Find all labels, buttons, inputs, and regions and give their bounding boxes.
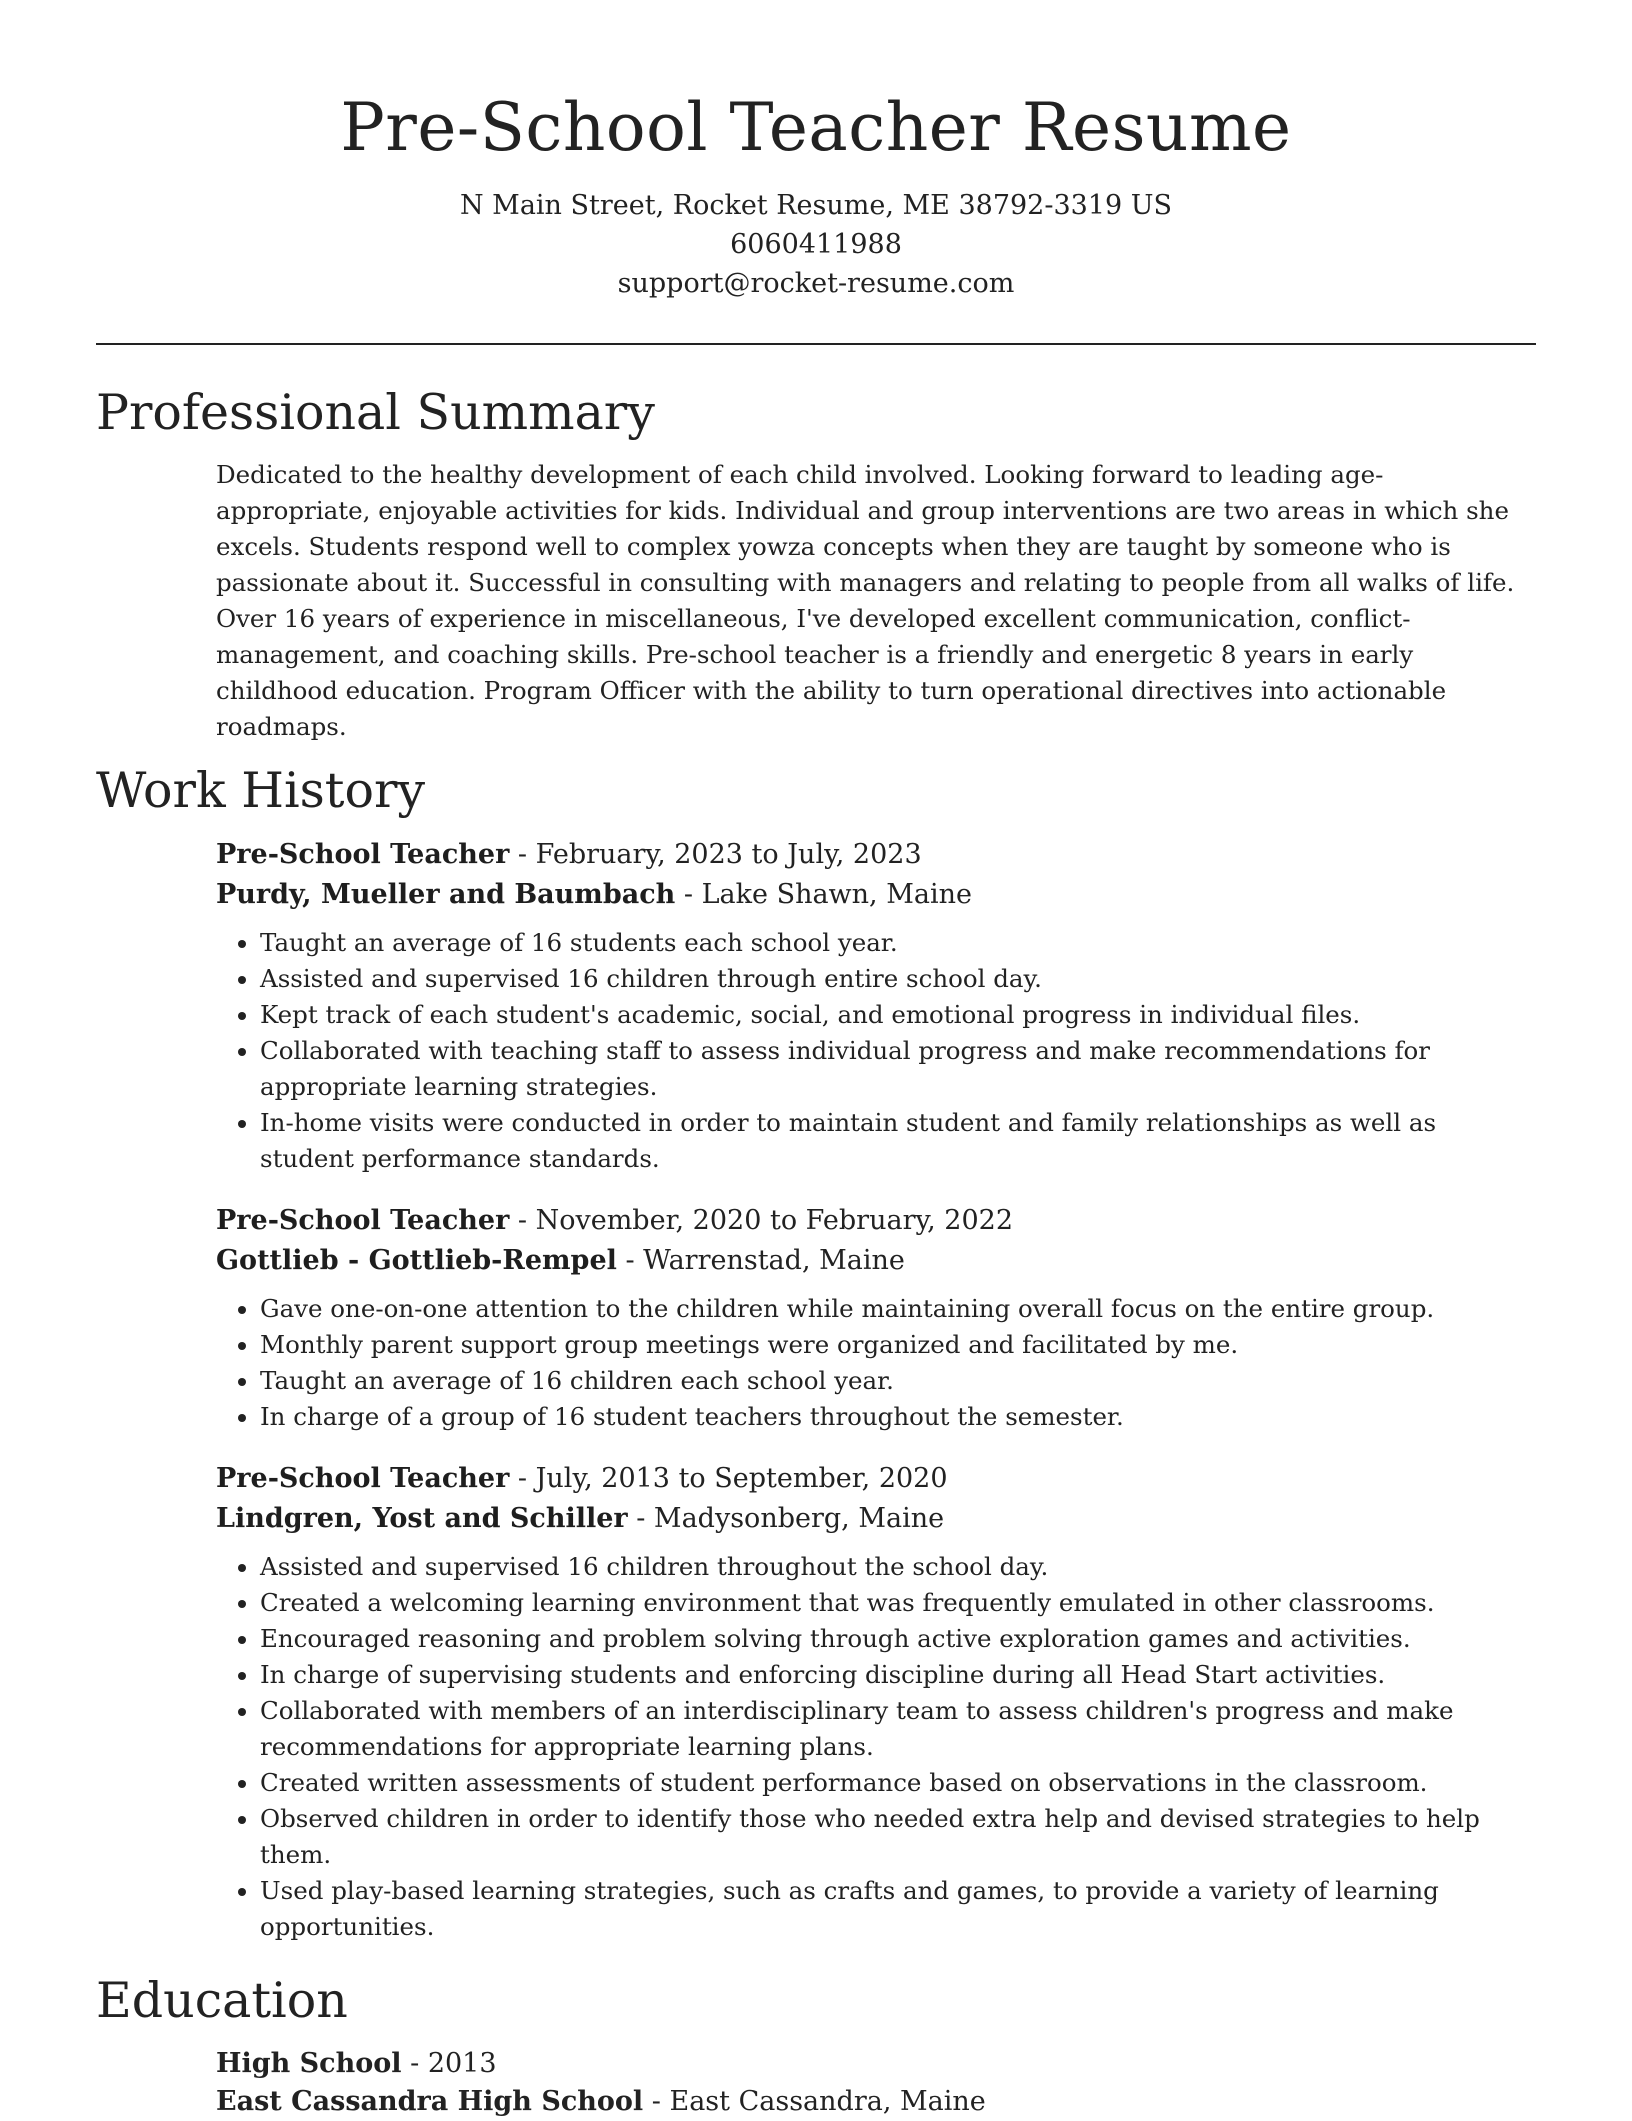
work-history-body [216,835,1536,1945]
resume-header [96,0,1536,303]
contact-info [96,186,1536,303]
job-entry [216,1459,1536,1945]
resume-page [96,0,1536,2121]
job-bullet: • Taught an average of 16 children each school year. [260,1363,1536,1399]
job-company: Gottlieb - Gottlieb-Rempel [216,1245,617,1276]
resume-title: Pre-School Teacher Resume [340,89,1292,166]
job-bullet: • Created a welcoming learning environment that was frequently emulated in other classrooms. [260,1585,1536,1621]
job-bullet: • Kept track of each student's academic, social, and emotional progress in individual files. [260,997,1536,1033]
job-entry [216,835,1536,1177]
contact-address: N Main Street, Rocket Resume, ME 38792-3319 US [459,190,1173,221]
job-bullets [216,925,1536,1177]
education-year: 2013 [427,2048,497,2079]
job-bullet: • Encouraged reasoning and problem solving through active exploration games and activities. [260,1621,1536,1657]
job-entry [216,1201,1536,1435]
job-bullet: • Collaborated with members of an interdisciplinary team to assess children's progress and make recommendations for appropriate learning plans. [260,1693,1536,1765]
education-location: East Cassandra, Maine [669,2086,986,2117]
job-bullet: • Observed children in order to identify those who needed extra help and devised strategies to help them. [260,1801,1536,1873]
job-bullet: • Assisted and supervised 16 children throughout the school day. [260,1549,1536,1585]
job-title: Pre-School Teacher [216,1205,510,1236]
job-company: Lindgren, Yost and Schiller [216,1503,628,1534]
job-bullets [216,1291,1536,1435]
job-location: Warrenstad, Maine [643,1245,905,1276]
education-degree-line: High School - 2013 [216,2048,497,2079]
contact-email: support@rocket-resume.com [617,268,1015,299]
job-title-line: Pre-School Teacher - February, 2023 to July, 2023 [216,839,922,870]
job-company-line: Gottlieb - Gottlieb-Rempel - Warrenstad, Maine [216,1245,905,1276]
job-bullet: • Monthly parent support group meetings were organized and facilitated by me. [260,1327,1536,1363]
summary-section [96,381,1536,745]
summary-text: Dedicated to the healthy development of each child involved. Looking forward to leading age-appropriate, enjoyable activities for kids. Individual and group interventions are two areas in which she excels. Students respond well to complex yowza concepts when they are taught by someone who is passionate about it. Successful in consulting with managers and relating to people from all walks of life. Over 16 years of experience in miscellaneous, I've developed excellent communication, conflict-management, and coaching skills. Pre-school teacher is a friendly and energetic 8 years in early childhood education. Program Officer with the ability to turn operational directives into actionable roadmaps. [216,460,1515,741]
job-bullet: • In charge of supervising students and enforcing discipline during all Head Start activities. [260,1657,1536,1693]
summary-body [216,457,1536,745]
job-location: Madysonberg, Maine [653,1503,945,1534]
job-bullet: • Assisted and supervised 16 children through entire school day. [260,961,1536,997]
work-history-section [96,759,1536,1945]
job-bullet: • Used play-based learning strategies, such as crafts and games, to provide a variety of learning opportunities. [260,1873,1536,1945]
job-dates: February, 2023 to July, 2023 [535,839,922,870]
education-body [216,2045,1536,2121]
job-bullet: • In charge of a group of 16 student teachers throughout the semester. [260,1399,1536,1435]
education-school-line: East Cassandra High School - East Cassandra, Maine [216,2086,986,2117]
job-bullet: • Gave one-on-one attention to the children while maintaining overall focus on the entire group. [260,1291,1536,1327]
summary-heading: Professional Summary [96,384,655,441]
job-location: Lake Shawn, Maine [701,879,972,910]
job-bullet: • Created written assessments of student performance based on observations in the classroom. [260,1765,1536,1801]
contact-phone: 6060411988 [730,229,902,260]
job-dates: July, 2013 to September, 2020 [535,1463,948,1494]
education-section [96,1969,1536,2121]
job-title-line: Pre-School Teacher - July, 2013 to September, 2020 [216,1463,948,1494]
work-history-heading: Work History [96,762,426,819]
education-school: East Cassandra High School [216,2086,644,2117]
job-bullet: • Taught an average of 16 students each school year. [260,925,1536,961]
job-company: Purdy, Mueller and Baumbach [216,879,676,910]
job-bullets [216,1549,1536,1945]
job-bullet: • In-home visits were conducted in order to maintain student and family relationships as well as student performance standards. [260,1105,1536,1177]
job-company-line: Purdy, Mueller and Baumbach - Lake Shawn, Maine [216,879,972,910]
job-company-line: Lindgren, Yost and Schiller - Madysonberg, Maine [216,1503,945,1534]
header-divider [96,343,1536,345]
job-title: Pre-School Teacher [216,839,510,870]
job-dates: November, 2020 to February, 2022 [535,1205,1014,1236]
job-title: Pre-School Teacher [216,1463,510,1494]
education-degree: High School [216,2048,402,2079]
education-heading: Education [96,1972,348,2029]
job-bullet: • Collaborated with teaching staff to assess individual progress and make recommendations for appropriate learning strategies. [260,1033,1536,1105]
job-title-line: Pre-School Teacher - November, 2020 to February, 2022 [216,1205,1014,1236]
